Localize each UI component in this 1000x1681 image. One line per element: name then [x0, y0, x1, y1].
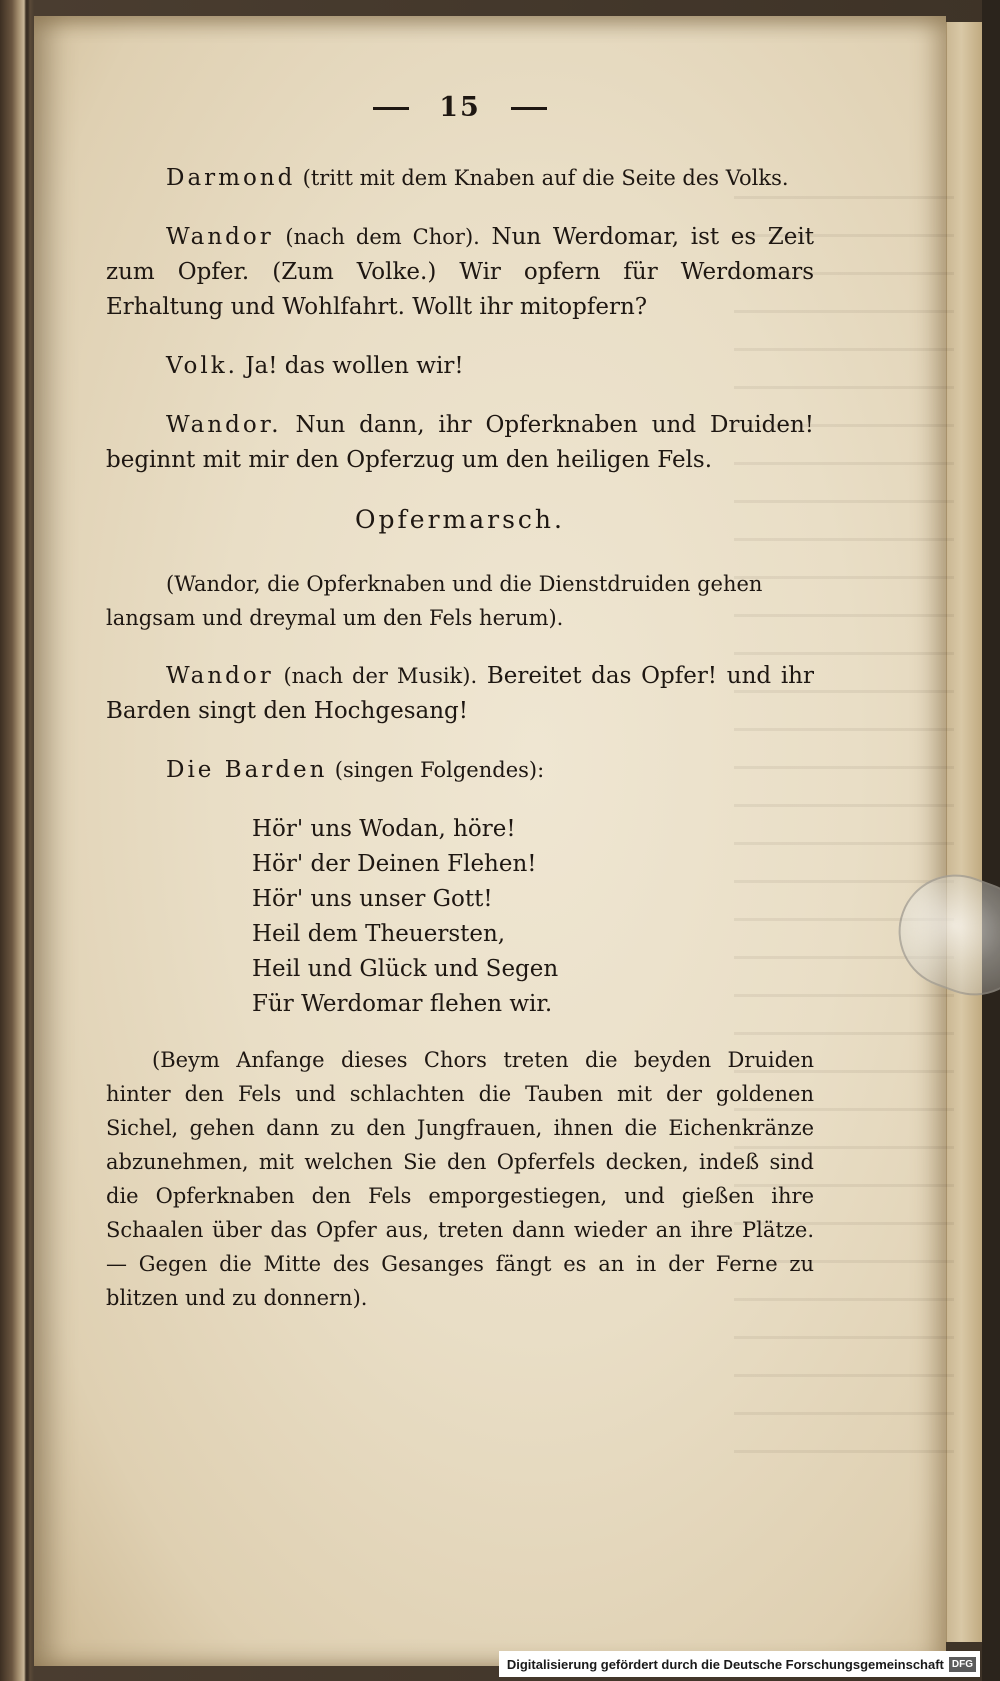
- credit-text: Digitalisierung gefördert durch die Deutsche Forschungsgemeinschaft: [506, 1656, 944, 1672]
- verse-line: Hör' uns unser Gott!: [252, 886, 493, 912]
- dialogue-text: Bereitet das Opfer! und ihr Barden singt den Hochgesang!: [106, 663, 814, 724]
- paragraph-wandor-2: [106, 408, 814, 478]
- stage-note: (nach dem Chor).: [285, 225, 480, 249]
- paragraph-darmond: [106, 161, 814, 196]
- paragraph-volk: [106, 349, 814, 384]
- page-number: 15: [106, 90, 814, 125]
- speaker-name: Die Barden: [166, 757, 328, 783]
- dialogue-text: Nun dann, ihr Opferknaben und Druiden! beginnt mit mir den Opferzug um den heiligen Fels.: [106, 412, 815, 473]
- stage-note: (tritt mit dem Knaben auf die Seite des Volks.: [302, 166, 789, 190]
- speaker-name: Wandor: [166, 663, 274, 689]
- speaker-name: Wandor.: [166, 412, 282, 438]
- dash-left: [373, 107, 409, 110]
- section-heading: Opfermarsch.: [355, 505, 565, 534]
- verse-line: Hör' der Deinen Flehen!: [252, 851, 537, 877]
- speaker-name: Darmond: [166, 165, 296, 191]
- dialogue-text: Ja! das wollen wir!: [245, 353, 464, 379]
- stage-direction: (Wandor, die Opferknaben und die Dienstdruiden gehen langsam und dreymal um den Fels herum).: [106, 572, 763, 630]
- speaker-name: Volk.: [166, 353, 238, 379]
- speaker-name: Wandor: [166, 224, 274, 250]
- verse-line: Hör' uns Wodan, höre!: [252, 816, 516, 842]
- verse-line: Heil dem Theuersten,: [252, 921, 506, 947]
- paragraph-barden: [106, 753, 814, 788]
- verse-block: [252, 812, 814, 1022]
- dialogue-text: Nun Werdomar, ist es Zeit zum Opfer. (Zum Volke.) Wir opfern für Werdomars Erhaltung und Wohlfahrt. Wollt ihr mitopfern?: [106, 224, 815, 320]
- paragraph-wandor-1: [106, 220, 814, 325]
- stage-direction-long: (Beym Anfange dieses Chors treten die beyden Druiden hinter den Fels und schlachten die Tauben mit der goldenen Sichel, gehen dann zu den Jungfrauen, ihnen die Eichenkränze abzunehmen, mit welchen Sie den Opferfels decken, indeß sind die Opferknaben den Fels emporgestiegen, und gießen ihre Schaalen über das Opfer aus, treten dann wieder an ihre Plätze. — Gegen die Mitte des Gesanges fängt es an in der Ferne zu blitzen und zu donnern).: [106, 1048, 814, 1310]
- dfg-logo: DFG: [949, 1657, 976, 1672]
- scan-background: [982, 0, 1000, 1681]
- paragraph-wandor-3: [106, 659, 814, 729]
- dash-right: [511, 107, 547, 110]
- verse-line: Für Werdomar flehen wir.: [252, 991, 553, 1017]
- page-text: [106, 90, 814, 1336]
- verse-line: Heil und Glück und Segen: [252, 956, 559, 982]
- digitization-credit: [499, 1651, 980, 1677]
- stage-note: (nach der Musik).: [283, 664, 478, 688]
- stage-note: (singen Folgendes):: [334, 758, 545, 782]
